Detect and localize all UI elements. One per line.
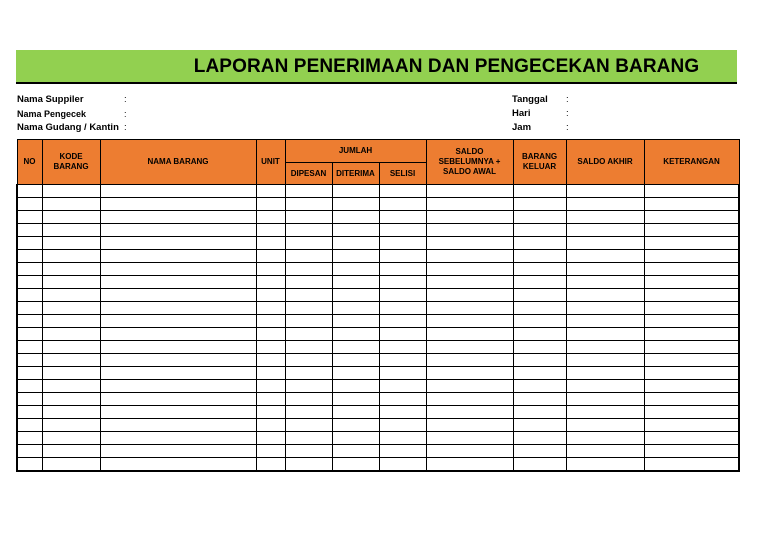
- table-row: [17, 328, 739, 341]
- table-cell: [332, 237, 379, 250]
- table-cell: [42, 276, 100, 289]
- table-cell: [426, 237, 513, 250]
- table-cell: [285, 237, 332, 250]
- table-cell: [513, 406, 566, 419]
- info-date-colon: :: [566, 94, 569, 105]
- table-cell: [566, 250, 644, 263]
- table-cell: [285, 250, 332, 263]
- info-warehouse-label: Nama Gudang / Kantin: [17, 122, 119, 133]
- table-cell: [332, 432, 379, 445]
- table-cell: [332, 380, 379, 393]
- table-cell: [379, 445, 426, 458]
- table-cell: [42, 419, 100, 432]
- table-cell: [42, 237, 100, 250]
- table-cell: [256, 224, 285, 237]
- table-cell: [379, 393, 426, 406]
- table-cell: [332, 276, 379, 289]
- table-cell: [100, 341, 256, 354]
- table-row: [17, 211, 739, 224]
- table-cell: [426, 380, 513, 393]
- table-cell: [285, 393, 332, 406]
- table-cell: [17, 432, 42, 445]
- table-cell: [426, 406, 513, 419]
- info-supplier-colon: :: [124, 94, 127, 105]
- table-cell: [426, 328, 513, 341]
- table-cell: [644, 289, 739, 302]
- table-cell: [644, 393, 739, 406]
- table-cell: [332, 367, 379, 380]
- header-barang-keluar: BARANG KELUAR: [513, 140, 566, 185]
- table-cell: [42, 302, 100, 315]
- table-cell: [17, 393, 42, 406]
- header-unit: UNIT: [256, 140, 285, 185]
- table-cell: [285, 276, 332, 289]
- table-cell: [513, 250, 566, 263]
- info-warehouse-colon: :: [124, 122, 127, 133]
- table-cell: [17, 211, 42, 224]
- table-cell: [285, 328, 332, 341]
- table-cell: [332, 224, 379, 237]
- table-row: [17, 237, 739, 250]
- table-cell: [566, 458, 644, 472]
- table-cell: [256, 211, 285, 224]
- table-cell: [513, 237, 566, 250]
- table-cell: [256, 328, 285, 341]
- table-cell: [256, 198, 285, 211]
- header-no: NO: [17, 140, 42, 185]
- table-cell: [332, 198, 379, 211]
- table-cell: [17, 263, 42, 276]
- table-cell: [100, 432, 256, 445]
- table-cell: [566, 263, 644, 276]
- table-cell: [100, 289, 256, 302]
- table-cell: [17, 302, 42, 315]
- table-cell: [513, 315, 566, 328]
- table-cell: [42, 224, 100, 237]
- info-warehouse: [17, 122, 127, 133]
- table-cell: [17, 185, 42, 198]
- table-cell: [332, 250, 379, 263]
- table-row: [17, 406, 739, 419]
- table-cell: [426, 250, 513, 263]
- table-cell: [379, 354, 426, 367]
- table-cell: [566, 185, 644, 198]
- table-cell: [379, 185, 426, 198]
- table-cell: [566, 445, 644, 458]
- table-cell: [566, 237, 644, 250]
- report-title-bar: [16, 50, 737, 84]
- table-row: [17, 302, 739, 315]
- table-cell: [332, 289, 379, 302]
- table-cell: [17, 380, 42, 393]
- table-cell: [644, 237, 739, 250]
- table-row: [17, 263, 739, 276]
- table-cell: [100, 393, 256, 406]
- table-cell: [426, 367, 513, 380]
- table-cell: [17, 198, 42, 211]
- table-cell: [379, 224, 426, 237]
- table-cell: [256, 302, 285, 315]
- table-cell: [644, 458, 739, 472]
- info-checker-colon: :: [124, 109, 127, 119]
- table-row: [17, 458, 739, 472]
- report-title: LAPORAN PENERIMAAN DAN PENGECEKAN BARANG: [193, 56, 700, 77]
- table-cell: [379, 315, 426, 328]
- table-cell: [513, 263, 566, 276]
- table-cell: [513, 328, 566, 341]
- table-cell: [100, 263, 256, 276]
- table-cell: [285, 380, 332, 393]
- table-cell: [513, 211, 566, 224]
- table-cell: [566, 393, 644, 406]
- table-cell: [256, 250, 285, 263]
- table-cell: [42, 393, 100, 406]
- table-cell: [426, 445, 513, 458]
- table-cell: [285, 289, 332, 302]
- table-cell: [100, 419, 256, 432]
- table-cell: [42, 263, 100, 276]
- table-cell: [513, 354, 566, 367]
- table-cell: [513, 458, 566, 472]
- table-cell: [17, 328, 42, 341]
- table-cell: [513, 341, 566, 354]
- table-cell: [379, 432, 426, 445]
- table-cell: [513, 289, 566, 302]
- info-day: [512, 108, 569, 119]
- table-cell: [100, 250, 256, 263]
- table-cell: [100, 211, 256, 224]
- table-cell: [100, 224, 256, 237]
- table-cell: [256, 432, 285, 445]
- table-cell: [379, 458, 426, 472]
- table-cell: [379, 380, 426, 393]
- table-cell: [644, 302, 739, 315]
- table-cell: [644, 263, 739, 276]
- table-cell: [256, 289, 285, 302]
- table-cell: [644, 367, 739, 380]
- table-cell: [285, 432, 332, 445]
- table-cell: [426, 276, 513, 289]
- info-supplier-label: Nama Suppiler: [17, 94, 84, 105]
- table-cell: [42, 198, 100, 211]
- table-cell: [256, 185, 285, 198]
- table-cell: [426, 263, 513, 276]
- table-cell: [566, 211, 644, 224]
- table-cell: [17, 406, 42, 419]
- table-cell: [566, 224, 644, 237]
- header-jumlah: JUMLAH: [285, 140, 426, 163]
- table-row: [17, 432, 739, 445]
- info-date-label: Tanggal: [512, 94, 548, 105]
- table-row: [17, 380, 739, 393]
- table-cell: [566, 198, 644, 211]
- table-cell: [379, 198, 426, 211]
- table-cell: [17, 315, 42, 328]
- table-cell: [17, 419, 42, 432]
- table-cell: [100, 406, 256, 419]
- table-cell: [644, 315, 739, 328]
- table-cell: [644, 419, 739, 432]
- table-cell: [513, 185, 566, 198]
- table-cell: [426, 458, 513, 472]
- table-cell: [332, 393, 379, 406]
- table-cell: [379, 289, 426, 302]
- table-cell: [285, 224, 332, 237]
- table-cell: [100, 367, 256, 380]
- table-cell: [379, 302, 426, 315]
- table-cell: [426, 419, 513, 432]
- table-cell: [100, 198, 256, 211]
- table-cell: [17, 458, 42, 472]
- table-cell: [285, 211, 332, 224]
- table-cell: [566, 315, 644, 328]
- table-cell: [42, 289, 100, 302]
- table-row: [17, 289, 739, 302]
- info-time-label: Jam: [512, 122, 532, 133]
- table-cell: [256, 393, 285, 406]
- table-cell: [42, 354, 100, 367]
- header-nama-barang: NAMA BARANG: [100, 140, 256, 185]
- table-cell: [285, 445, 332, 458]
- info-day-label: Hari: [512, 108, 531, 119]
- table-cell: [332, 263, 379, 276]
- table-cell: [644, 224, 739, 237]
- table-cell: [566, 432, 644, 445]
- table-cell: [100, 185, 256, 198]
- table-cell: [256, 276, 285, 289]
- table-cell: [42, 406, 100, 419]
- table-cell: [332, 341, 379, 354]
- table-cell: [332, 406, 379, 419]
- header-selisi: SELISI: [379, 163, 426, 185]
- table-row: [17, 198, 739, 211]
- table-cell: [332, 185, 379, 198]
- table-row: [17, 354, 739, 367]
- table-cell: [256, 263, 285, 276]
- table-cell: [379, 211, 426, 224]
- header-kode-barang: KODE BARANG: [42, 140, 100, 185]
- header-keterangan: KETERANGAN: [644, 140, 739, 185]
- table-cell: [256, 341, 285, 354]
- table-cell: [17, 237, 42, 250]
- table-cell: [379, 406, 426, 419]
- table-cell: [332, 354, 379, 367]
- table-cell: [17, 224, 42, 237]
- header-saldo-akhir: SALDO AKHIR: [566, 140, 644, 185]
- table-cell: [42, 458, 100, 472]
- table-cell: [566, 341, 644, 354]
- info-checker-label: Nama Pengecek: [17, 109, 87, 119]
- info-time-colon: :: [566, 122, 569, 133]
- table-cell: [644, 198, 739, 211]
- table-cell: [426, 354, 513, 367]
- table-cell: [42, 315, 100, 328]
- table-cell: [256, 458, 285, 472]
- table-cell: [17, 341, 42, 354]
- table-cell: [42, 211, 100, 224]
- table-cell: [100, 276, 256, 289]
- table-cell: [285, 198, 332, 211]
- table-cell: [332, 419, 379, 432]
- table-cell: [100, 445, 256, 458]
- table-cell: [332, 211, 379, 224]
- table-cell: [379, 419, 426, 432]
- table-cell: [566, 302, 644, 315]
- table-cell: [285, 354, 332, 367]
- table-cell: [42, 367, 100, 380]
- table-cell: [256, 380, 285, 393]
- table-cell: [644, 211, 739, 224]
- table-cell: [513, 445, 566, 458]
- table-cell: [100, 328, 256, 341]
- table-cell: [566, 367, 644, 380]
- table-cell: [566, 380, 644, 393]
- table-row: [17, 276, 739, 289]
- table-row: [17, 250, 739, 263]
- table-cell: [42, 328, 100, 341]
- table-row: [17, 315, 739, 328]
- table-row: [17, 341, 739, 354]
- table-cell: [17, 250, 42, 263]
- table-cell: [513, 393, 566, 406]
- table-cell: [100, 237, 256, 250]
- table-cell: [644, 445, 739, 458]
- table-row: [17, 419, 739, 432]
- table-cell: [426, 224, 513, 237]
- table-cell: [285, 419, 332, 432]
- table-cell: [17, 354, 42, 367]
- table-cell: [256, 406, 285, 419]
- table-cell: [379, 328, 426, 341]
- table-cell: [426, 341, 513, 354]
- report-table: [16, 139, 740, 472]
- table-row: [17, 393, 739, 406]
- info-supplier: [17, 94, 127, 105]
- table-cell: [426, 393, 513, 406]
- table-cell: [42, 250, 100, 263]
- table-cell: [513, 276, 566, 289]
- table-cell: [566, 289, 644, 302]
- table-cell: [379, 367, 426, 380]
- table-cell: [100, 354, 256, 367]
- header-saldo-sebelumnya: SALDO SEBELUMNYA + SALDO AWAL: [426, 140, 513, 185]
- header-diterima: DITERIMA: [332, 163, 379, 185]
- table-cell: [566, 328, 644, 341]
- table-cell: [644, 185, 739, 198]
- table-cell: [256, 315, 285, 328]
- table-row: [17, 445, 739, 458]
- table-cell: [566, 406, 644, 419]
- table-cell: [100, 302, 256, 315]
- table-cell: [256, 354, 285, 367]
- table-cell: [256, 445, 285, 458]
- table-cell: [42, 185, 100, 198]
- table-cell: [513, 432, 566, 445]
- table-cell: [566, 419, 644, 432]
- table-cell: [513, 224, 566, 237]
- table-cell: [17, 367, 42, 380]
- table-cell: [644, 250, 739, 263]
- table-cell: [513, 302, 566, 315]
- table-cell: [566, 354, 644, 367]
- table-cell: [17, 445, 42, 458]
- table-cell: [644, 380, 739, 393]
- info-checker: [17, 109, 127, 119]
- table-cell: [426, 211, 513, 224]
- table-cell: [644, 328, 739, 341]
- table-cell: [42, 341, 100, 354]
- table-cell: [513, 198, 566, 211]
- table-cell: [513, 380, 566, 393]
- table-cell: [426, 289, 513, 302]
- table-cell: [379, 250, 426, 263]
- table-cell: [426, 185, 513, 198]
- table-cell: [256, 237, 285, 250]
- table-cell: [379, 276, 426, 289]
- table-cell: [426, 302, 513, 315]
- table-cell: [100, 380, 256, 393]
- table-cell: [332, 328, 379, 341]
- table-cell: [513, 419, 566, 432]
- table-cell: [256, 419, 285, 432]
- table-cell: [379, 237, 426, 250]
- table-cell: [42, 380, 100, 393]
- table-cell: [285, 302, 332, 315]
- table-cell: [285, 341, 332, 354]
- header-dipesan: DIPESAN: [285, 163, 332, 185]
- table-cell: [332, 302, 379, 315]
- info-day-colon: :: [566, 108, 569, 119]
- table-cell: [285, 406, 332, 419]
- table-cell: [426, 198, 513, 211]
- table-cell: [256, 367, 285, 380]
- table-cell: [379, 341, 426, 354]
- info-time: [512, 122, 569, 133]
- table-cell: [100, 458, 256, 472]
- table-cell: [285, 185, 332, 198]
- table-cell: [644, 432, 739, 445]
- table-row: [17, 185, 739, 198]
- info-date: [512, 94, 569, 105]
- table-cell: [644, 406, 739, 419]
- table-cell: [42, 445, 100, 458]
- table-cell: [42, 432, 100, 445]
- table-cell: [285, 263, 332, 276]
- table-cell: [285, 367, 332, 380]
- table-row: [17, 224, 739, 237]
- table-cell: [426, 432, 513, 445]
- table-cell: [332, 445, 379, 458]
- table-cell: [17, 289, 42, 302]
- table-cell: [332, 458, 379, 472]
- table-cell: [332, 315, 379, 328]
- table-cell: [644, 341, 739, 354]
- table-cell: [379, 263, 426, 276]
- table-cell: [644, 276, 739, 289]
- table-cell: [426, 315, 513, 328]
- table-row: [17, 367, 739, 380]
- table-cell: [566, 276, 644, 289]
- table-cell: [17, 276, 42, 289]
- table-cell: [644, 354, 739, 367]
- table-cell: [285, 458, 332, 472]
- table-cell: [513, 367, 566, 380]
- table-cell: [100, 315, 256, 328]
- table-body: [17, 185, 739, 472]
- table-cell: [285, 315, 332, 328]
